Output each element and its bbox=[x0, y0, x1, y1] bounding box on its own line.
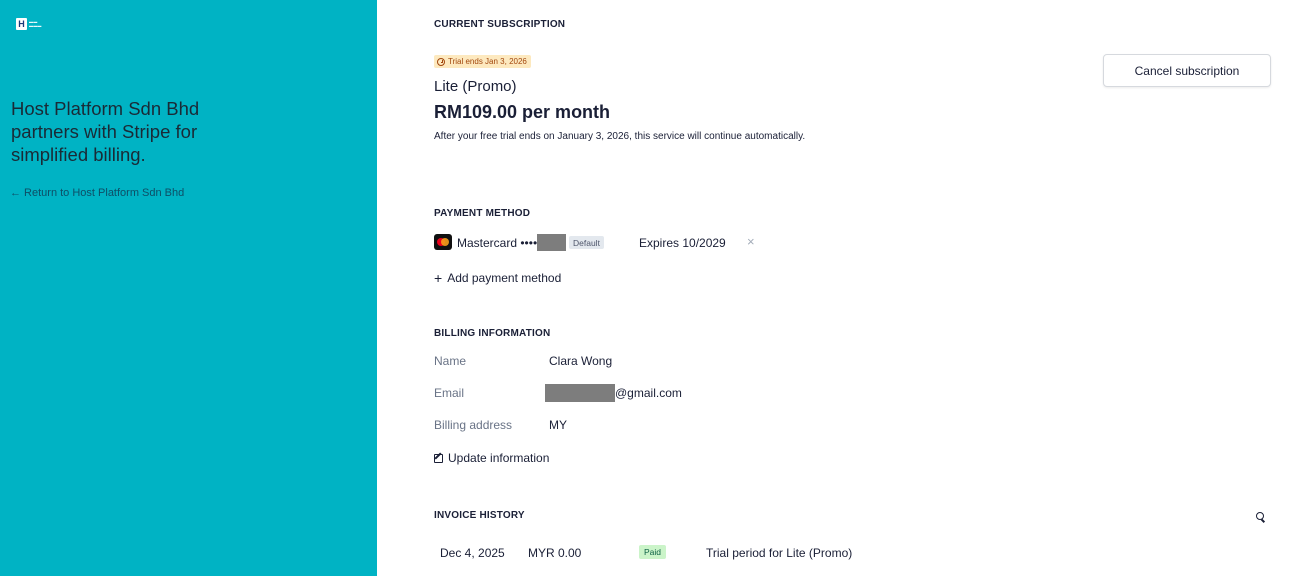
payment-method-title: PAYMENT METHOD bbox=[434, 208, 531, 219]
logo-wordmark: ▬▬ ▬▬▬ bbox=[29, 19, 42, 28]
card-brand: Mastercard •••• bbox=[457, 236, 538, 250]
invoice-description: Trial period for Lite (Promo) bbox=[706, 546, 853, 560]
card-expiry: Expires 10/2029 bbox=[639, 236, 726, 250]
update-information-label: Update information bbox=[448, 451, 550, 465]
address-value: MY bbox=[549, 418, 567, 432]
mastercard-icon bbox=[434, 234, 452, 250]
email-domain: @gmail.com bbox=[615, 386, 682, 400]
redacted-card-number bbox=[537, 234, 566, 251]
invoice-amount: MYR 0.00 bbox=[528, 546, 582, 560]
search-icon[interactable] bbox=[1256, 512, 1264, 520]
billing-information-title: BILLING INFORMATION bbox=[434, 328, 551, 339]
edit-icon bbox=[434, 454, 443, 463]
name-value: Clara Wong bbox=[549, 354, 613, 368]
redacted-email-user bbox=[545, 384, 615, 402]
name-label: Name bbox=[434, 354, 467, 368]
sidebar bbox=[0, 0, 377, 576]
return-link[interactable]: ← Return to Host Platform Sdn Bhd bbox=[10, 187, 185, 199]
sidebar-headline: Host Platform Sdn Bhd partners with Stripe for simplified billing. bbox=[11, 98, 200, 165]
add-payment-method-label: Add payment method bbox=[447, 271, 562, 285]
add-payment-method-button[interactable] bbox=[434, 271, 561, 285]
email-label: Email bbox=[434, 386, 465, 400]
paid-badge: Paid bbox=[639, 545, 666, 559]
trial-badge-label: Trial ends Jan 3, 2026 bbox=[448, 57, 527, 66]
address-label: Billing address bbox=[434, 418, 513, 432]
update-information-button[interactable] bbox=[434, 451, 549, 465]
invoice-date[interactable]: Dec 4, 2025 bbox=[440, 546, 505, 560]
clock-icon bbox=[437, 58, 445, 66]
logo-mark: H bbox=[16, 18, 27, 30]
remove-card-icon[interactable]: × bbox=[747, 234, 755, 249]
cancel-subscription-button[interactable]: Cancel subscription bbox=[1103, 54, 1271, 87]
current-subscription-title: CURRENT SUBSCRIPTION bbox=[434, 19, 566, 30]
plan-price: RM109.00 per month bbox=[434, 102, 611, 122]
plus-icon: + bbox=[434, 270, 443, 286]
company-logo bbox=[16, 18, 42, 30]
plan-note: After your free trial ends on January 3, 2026, this service will continue automatically. bbox=[434, 131, 806, 142]
invoice-history-title: INVOICE HISTORY bbox=[434, 510, 525, 521]
main-content bbox=[377, 0, 1302, 576]
plan-name: Lite (Promo) bbox=[434, 78, 517, 95]
default-badge: Default bbox=[569, 236, 604, 249]
trial-badge bbox=[434, 55, 531, 68]
